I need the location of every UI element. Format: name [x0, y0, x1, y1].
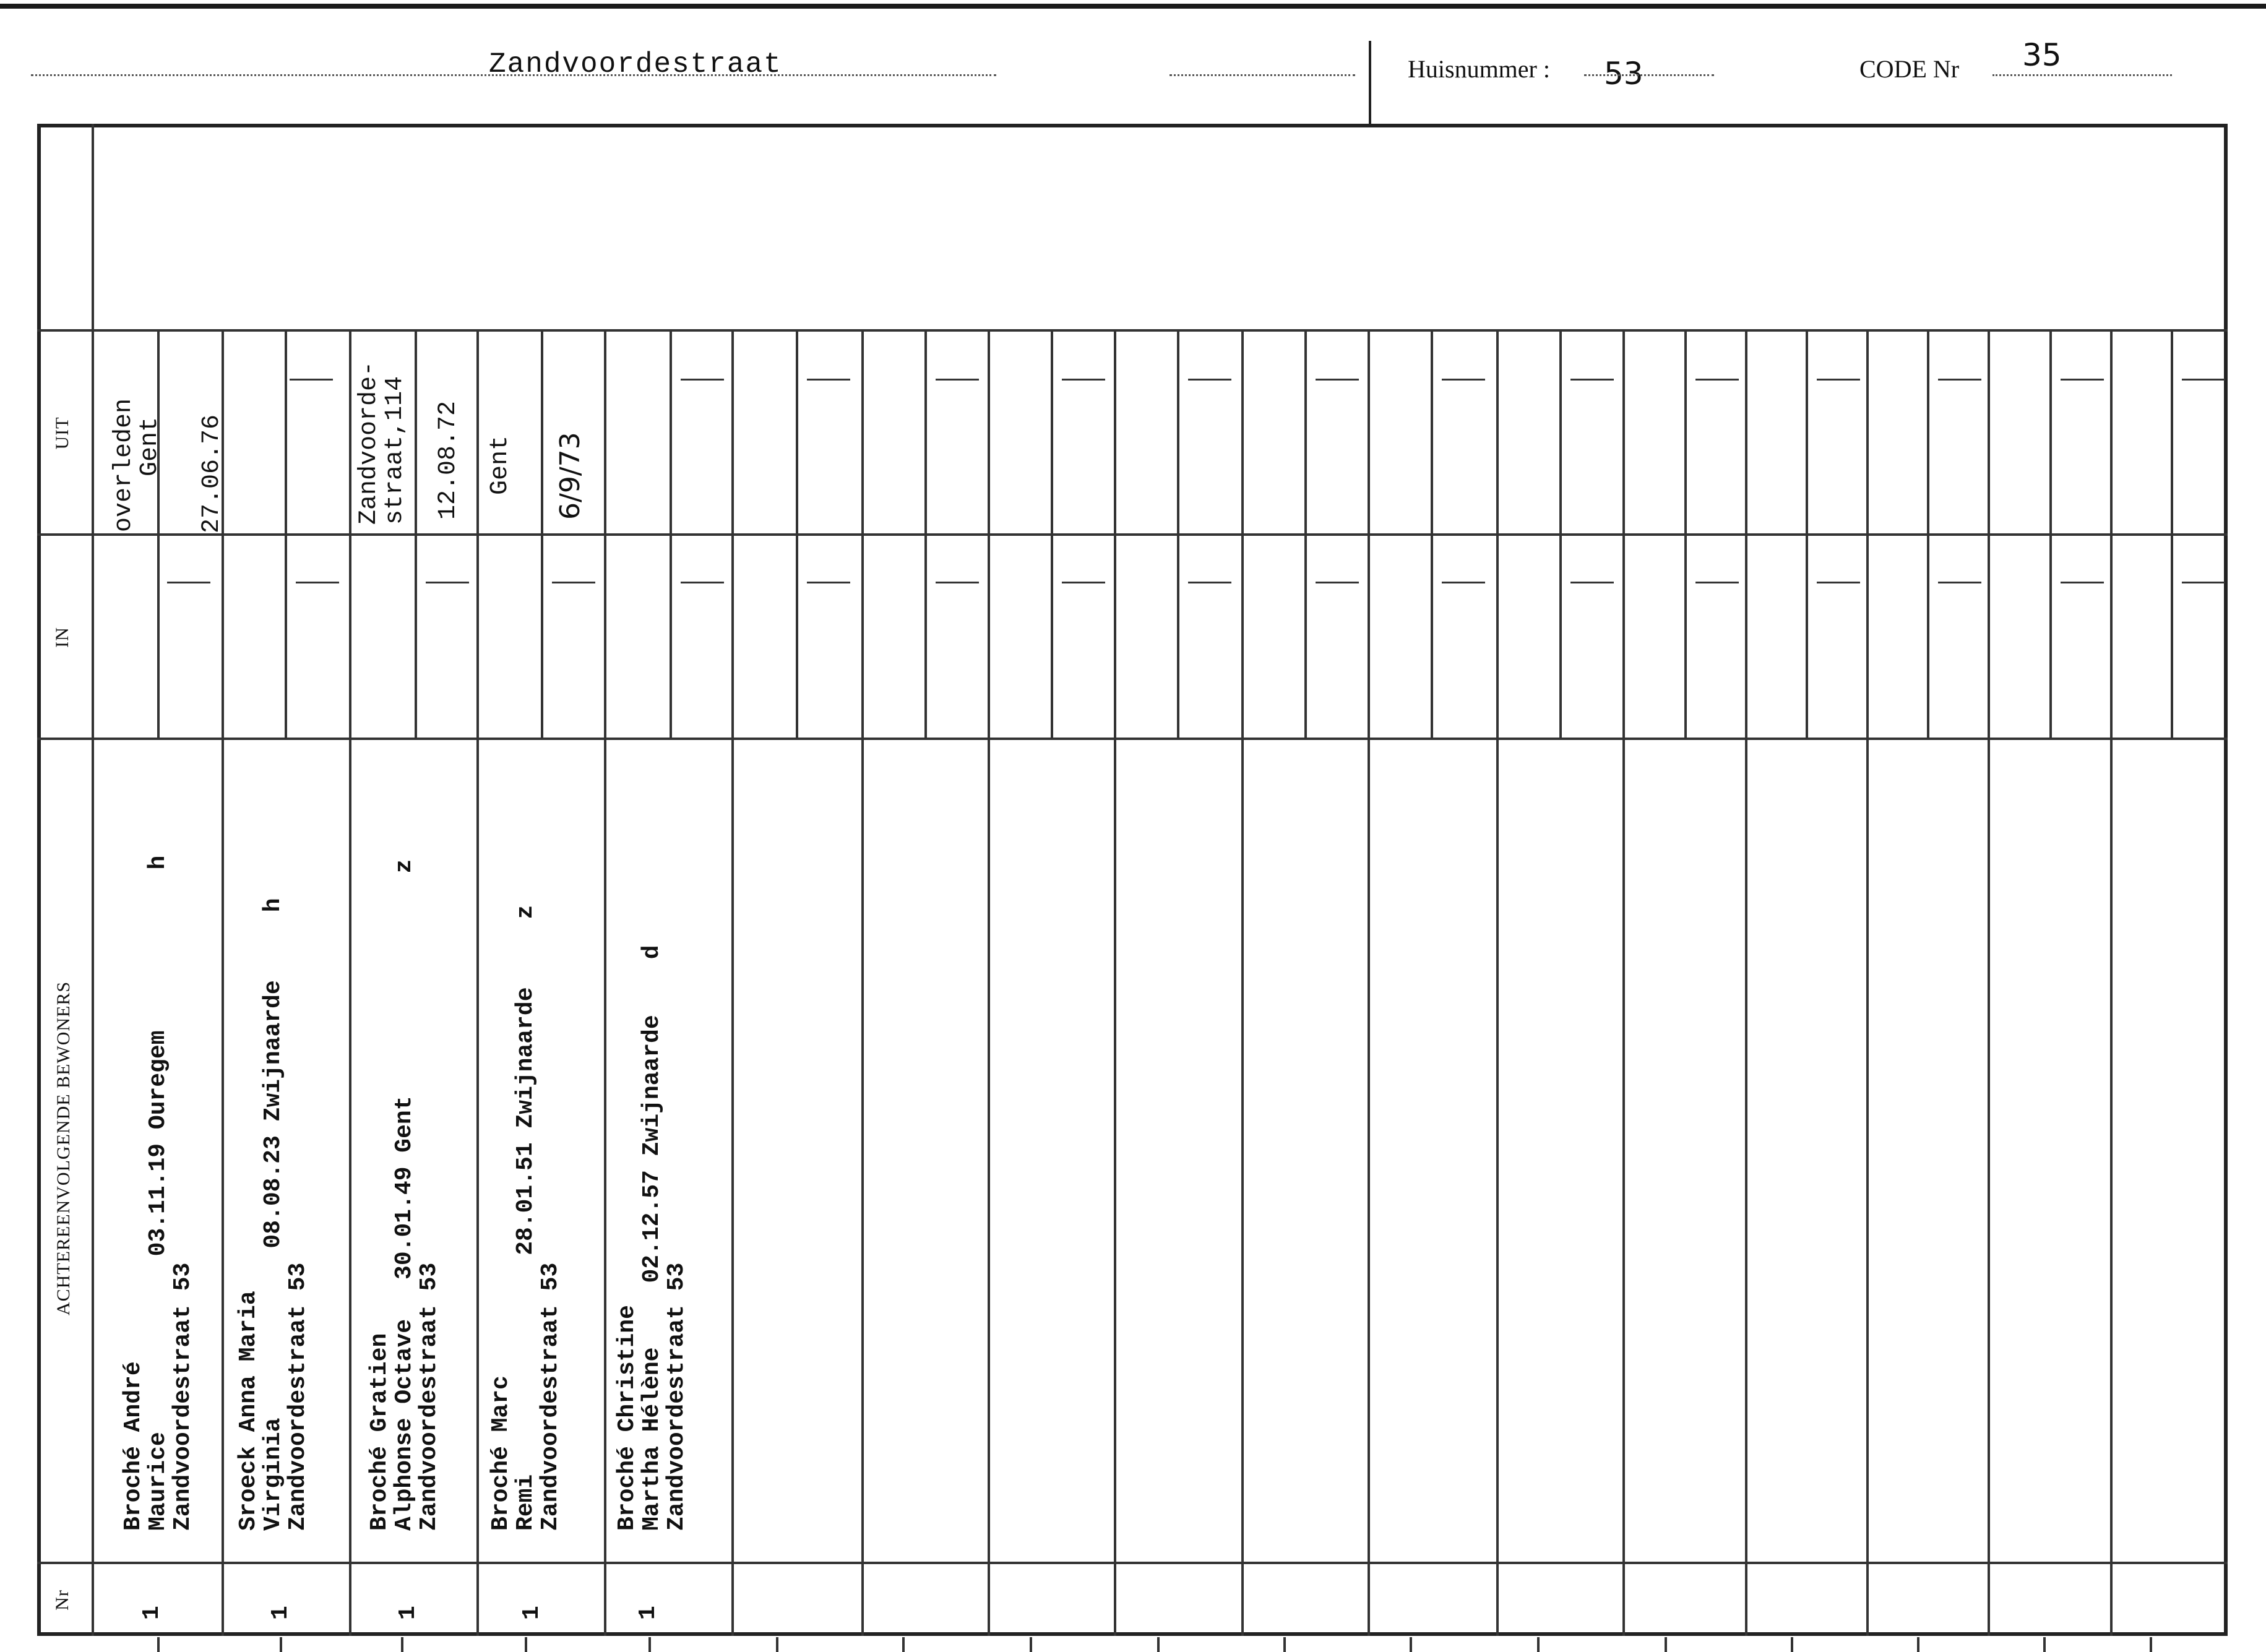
column-divider: [1866, 329, 1869, 1636]
resident-line-1: [368, 859, 392, 1531]
resident-name: Broché André: [120, 1361, 147, 1531]
resident-address: Zandvoordestraat 53: [416, 1262, 442, 1531]
uit-date: 6/9/73: [554, 432, 586, 520]
resident-line-2: [640, 945, 665, 1531]
resident-name: Broché Christine: [614, 1305, 640, 1531]
street-name: Zandvoordestraat: [489, 48, 782, 80]
column-divider: [1114, 329, 1116, 1636]
sub-divider: [1431, 329, 1433, 738]
bottom-tick: [648, 1637, 651, 1652]
column-divider: [988, 329, 990, 1636]
bottom-tick: [401, 1637, 403, 1652]
code-value: 35: [2022, 37, 2062, 73]
sex-code: z: [391, 859, 418, 874]
grid-hline: [37, 1562, 2228, 1564]
column-divider: [1241, 329, 1244, 1636]
resident-name: Sroeck Anna Maria: [235, 1291, 262, 1531]
empty-dash: [1442, 582, 1485, 583]
sub-divider: [285, 329, 287, 738]
birth-date: 28.01.51: [512, 1142, 539, 1255]
bottom-tick: [2043, 1637, 2046, 1652]
empty-dash: [2182, 582, 2225, 583]
sub-divider: [541, 329, 543, 738]
birth-date: 02.12.57: [639, 1170, 665, 1283]
sub-divider: [1559, 329, 1562, 738]
birth-place: Zwijnaarde: [260, 980, 286, 1122]
sub-divider: [2049, 329, 2052, 738]
resident-name: Broché Marc: [488, 1375, 514, 1531]
column-divider: [1496, 329, 1499, 1636]
empty-dash: [1695, 379, 1739, 381]
uit-place: overleden: [110, 398, 138, 532]
grid-hline: [37, 533, 2228, 536]
empty-dash: [552, 582, 595, 583]
bottom-tick: [1283, 1637, 1286, 1652]
in-label: IN: [52, 627, 72, 648]
empty-dash: [1570, 582, 1614, 583]
resident-address: Zandvoordestraat 53: [537, 1262, 564, 1531]
bottom-tick: [1157, 1637, 1160, 1652]
resident-line-2: [261, 898, 286, 1531]
empty-dash: [426, 582, 469, 583]
house-number-dotted-line: [1584, 74, 1714, 76]
bottom-tick: [280, 1637, 282, 1652]
uit-date: 12.08.72: [434, 400, 462, 520]
resident-name: Broché Gratien: [366, 1333, 393, 1531]
empty-dash: [1570, 379, 1614, 381]
empty-dash: [296, 582, 339, 583]
bottom-tick: [1791, 1637, 1793, 1652]
bottom-tick: [1410, 1637, 1412, 1652]
nr-label: Nr: [52, 1590, 72, 1611]
house-number-label: Huisnummer :: [1408, 55, 1550, 83]
resident-line-1: [489, 905, 514, 1531]
column-divider: [1368, 329, 1370, 1636]
sub-divider: [670, 329, 672, 738]
sub-divider: [1927, 329, 1929, 738]
empty-dash: [1188, 379, 1231, 381]
empty-dash: [2182, 379, 2225, 381]
resident-line-2: [514, 905, 538, 1531]
empty-dash: [1442, 379, 1485, 381]
uit-place: Gent: [136, 416, 164, 476]
sex-code: h: [260, 898, 286, 913]
resident-line-1: [121, 856, 146, 1531]
uit-date: 27.06.76: [198, 414, 226, 533]
birth-date: 03.11.19: [145, 1143, 171, 1257]
empty-dash: [167, 582, 210, 583]
empty-dash: [1695, 582, 1739, 583]
resident-name2: Maurice: [145, 1432, 171, 1531]
empty-dash: [681, 379, 724, 381]
empty-dash: [681, 582, 724, 583]
resident-name2: Alphonse Octave: [391, 1319, 418, 1531]
resident-entry: [236, 898, 311, 1531]
uit-place: Zandvoorde-: [355, 361, 383, 525]
empty-dash: [1188, 582, 1231, 583]
empty-dash: [2061, 582, 2104, 583]
bottom-tick: [157, 1637, 160, 1652]
sub-divider: [157, 329, 160, 738]
column-divider: [604, 329, 606, 1636]
sub-divider: [1684, 329, 1687, 738]
sub-divider: [924, 329, 927, 738]
sex-code: z: [512, 905, 539, 919]
sub-divider: [1177, 329, 1179, 738]
empty-dash: [1316, 379, 1359, 381]
resident-address: Zandvoordestraat 53: [663, 1262, 690, 1531]
header-separator: [1369, 41, 1371, 124]
resident-name2: Martha Hélène: [639, 1347, 665, 1531]
empty-dash: [1938, 582, 1981, 583]
resident-entry: [368, 859, 442, 1531]
empty-dash: [1817, 582, 1860, 583]
birth-place: Ouregem: [145, 1030, 171, 1130]
column-divider: [1622, 329, 1625, 1636]
empty-dash: [936, 379, 979, 381]
resident-entry: [489, 905, 563, 1531]
resident-nr: 1: [635, 1606, 661, 1620]
bottom-tick: [1917, 1637, 1919, 1652]
street-dotted-line-2: [1170, 74, 1355, 76]
grid-hline: [37, 738, 2228, 740]
uit-place: Gent: [486, 435, 514, 495]
column-divider: [731, 329, 734, 1636]
bottom-tick: [2150, 1637, 2152, 1652]
empty-dash: [1316, 582, 1359, 583]
resident-nr: 1: [139, 1606, 165, 1620]
birth-date: 30.01.49: [391, 1166, 418, 1280]
residents-label: ACHTEREENVOLGENDE BEWONERS: [53, 981, 74, 1316]
resident-address: Zandvoordestraat 53: [285, 1262, 311, 1531]
sub-divider: [796, 329, 798, 738]
empty-dash: [290, 379, 333, 381]
sex-code: h: [145, 855, 171, 870]
sub-divider: [1806, 329, 1808, 738]
resident-nr: 1: [519, 1606, 545, 1620]
empty-dash: [1062, 582, 1105, 583]
column-divider: [2110, 329, 2113, 1636]
sub-divider: [2171, 329, 2173, 738]
sub-divider: [415, 329, 417, 738]
form-header: [0, 0, 2266, 124]
empty-dash: [936, 582, 979, 583]
empty-dash: [807, 379, 850, 381]
resident-name2: Virginia: [260, 1418, 286, 1531]
column-divider: [1745, 329, 1747, 1636]
bottom-tick: [902, 1637, 905, 1652]
empty-dash: [1817, 379, 1860, 381]
resident-nr: 1: [395, 1606, 421, 1620]
column-divider: [476, 329, 479, 1636]
label-column-divider: [92, 124, 94, 1636]
resident-address: Zandvoordestraat 53: [170, 1262, 196, 1531]
grid-hline: [37, 329, 2228, 332]
code-label: CODE Nr: [1859, 55, 1960, 83]
resident-line-1: [236, 898, 261, 1531]
resident-line-2: [392, 859, 417, 1531]
column-divider: [1988, 329, 1990, 1636]
resident-name2: Remi: [512, 1474, 539, 1531]
uit-label: UIT: [52, 416, 72, 450]
empty-dash: [807, 582, 850, 583]
sub-divider: [1051, 329, 1053, 738]
top-border: [0, 4, 2266, 9]
empty-dash: [1938, 379, 1981, 381]
resident-line-1: [615, 945, 640, 1531]
residents-table: [37, 124, 2228, 1636]
code-dotted-line: [1992, 74, 2172, 76]
birth-place: Gent: [391, 1096, 418, 1153]
bottom-tick: [525, 1637, 527, 1652]
sub-divider: [1304, 329, 1307, 738]
birth-place: Zwijnaarde: [639, 1015, 665, 1156]
bottom-tick: [1537, 1637, 1540, 1652]
birth-date: 08.08.23: [260, 1135, 286, 1249]
sex-code: d: [639, 945, 665, 960]
empty-dash: [2061, 379, 2104, 381]
resident-entry: [121, 856, 196, 1531]
empty-dash: [1062, 379, 1105, 381]
house-number-value: 53: [1604, 56, 1643, 92]
birth-place: Zwijnaarde: [512, 987, 539, 1129]
uit-place: straat,114: [381, 376, 409, 525]
resident-entry: [615, 945, 689, 1531]
column-divider: [861, 329, 864, 1636]
bottom-tick: [1030, 1637, 1032, 1652]
bottom-tick: [1665, 1637, 1667, 1652]
bottom-tick: [776, 1637, 778, 1652]
resident-nr: 1: [267, 1606, 294, 1620]
resident-line-2: [146, 856, 171, 1531]
column-divider: [349, 329, 351, 1636]
